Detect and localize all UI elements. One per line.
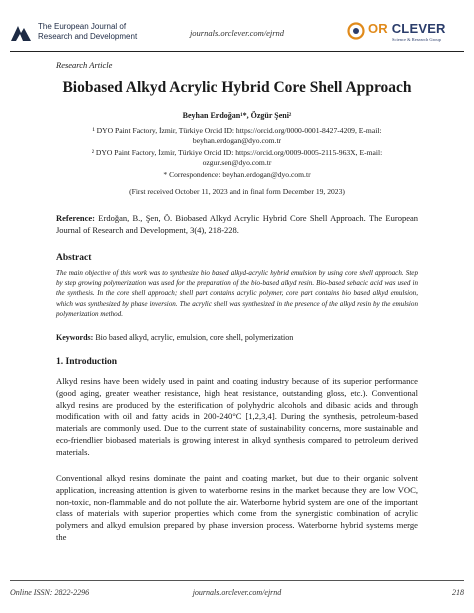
publisher-logo bbox=[344, 22, 464, 48]
introduction-heading: 1. Introduction bbox=[56, 357, 118, 367]
publisher-brand-prefix: OR bbox=[368, 21, 388, 36]
footer-journal-url[interactable]: journals.orclever.com/ejrnd bbox=[192, 588, 282, 597]
correspondence: * Correspondence: beyhan.erdogan@dyo.com.tr bbox=[163, 170, 311, 179]
introduction-paragraph-1: Alkyd resins have been widely used in paint and coating industry because of its superior performance (good aging, greater weather resistance, high heat resistance, outstanding gloss, etc.). Conventional alkyd resins are produced by the esterification of polyhydric alcohols and dibasic acids and through modification with oil and fatty acids in 200-240°C [1,2,3,4]. During the synthesis, petroleum-based materials are commonly used. Due to the current state of sustainability concerns, more sustainable and eco-friendlier biobased materials is growing interest in alkyd synthesis compared to petroleum derived materials. bbox=[56, 376, 418, 457]
abstract-heading: Abstract bbox=[56, 253, 92, 263]
introduction-paragraph-2: Conventional alkyd resins dominate the paint and coating market, but due to their organic solvent application, increasing attention is given to waterborne resins in the market because they are low VOC, non-toxic, non-flammable and do not pollute the air. Waterborne hybrid system are one of the important class of materials with superior properties which come from the synergistic combination of acrylic polymers and alkyd emulsion prepared by phase inversion process. Waterborne hybrid systems merge the bbox=[56, 473, 418, 542]
article-title: Biobased Alkyd Acrylic Hybrid Core Shell Approach bbox=[62, 79, 412, 96]
affiliation-1-line1: ¹ DYO Paint Factory, İzmir, Türkiye Orcid ID: https://orcid.org/0000-0001-8427-4209, E-mail: bbox=[92, 126, 382, 135]
footer-divider bbox=[10, 580, 464, 581]
footer-issn: Online ISSN: 2822-2296 bbox=[10, 588, 90, 597]
reference-text: Erdoğan, B., Şen, Ö. Biobased Alkyd Acrylic Hybrid Core Shell Approach. The European Journal of Research and Development, 3(4), 218-228. bbox=[56, 213, 418, 235]
publisher-tagline: Science & Research Group bbox=[392, 37, 441, 42]
article-type: Research Article bbox=[56, 60, 113, 70]
page-number: 218 bbox=[452, 588, 464, 597]
affiliation-2 bbox=[56, 148, 418, 168]
affiliation-1-email[interactable]: beyhan.erdogan@dyo.com.tr bbox=[192, 136, 282, 145]
reference-label: Reference: bbox=[56, 213, 96, 223]
keywords bbox=[56, 333, 293, 342]
publisher-brand bbox=[368, 21, 446, 36]
affiliation-1 bbox=[56, 126, 418, 146]
journal-name-line1: The European Journal of bbox=[38, 22, 127, 31]
article-authors: Beyhan Erdoğan¹*, Özgür Şeni² bbox=[182, 111, 292, 120]
header-journal-url[interactable]: journals.orclever.com/ejrnd bbox=[189, 28, 285, 38]
header-divider bbox=[10, 51, 464, 52]
affiliation-2-line1: ² DYO Paint Factory, İzmir, Türkiye Orcid ID: https://orcid.org/0009-0005-2115-963X, E-mail: bbox=[91, 148, 383, 157]
citation-reference bbox=[56, 213, 418, 236]
abstract-text: The main objective of this work was to synthesize bio based alkyd-acrylic hybrid emulsion by using core shell approach. Step by step growing polymerization was used for the preparation of the bio-based alkyd resin. Bio-based sebacic acid was used in the synthesis. In the core shell approach; shell part contains acrylic polymer, core part contains bio based alkyd emulsion, which was synthesized by phase inversion. The acrylic shell was synthesized in the presence of the alkyd resin by the emulsion polymerization method. bbox=[56, 269, 418, 318]
publisher-logo-icon bbox=[347, 22, 365, 40]
publisher-brand-suffix: CLEVER bbox=[387, 21, 446, 36]
affiliation-2-email[interactable]: ozgur.sen@dyo.com.tr bbox=[202, 158, 272, 167]
received-dates: (First received October 11, 2023 and in final form December 19, 2023) bbox=[129, 187, 345, 196]
journal-name-line2: Research and Development bbox=[38, 32, 138, 41]
keywords-label: Keywords: bbox=[56, 333, 94, 342]
keywords-text: Bio based alkyd, acrylic, emulsion, core shell, polymerization bbox=[93, 333, 294, 342]
